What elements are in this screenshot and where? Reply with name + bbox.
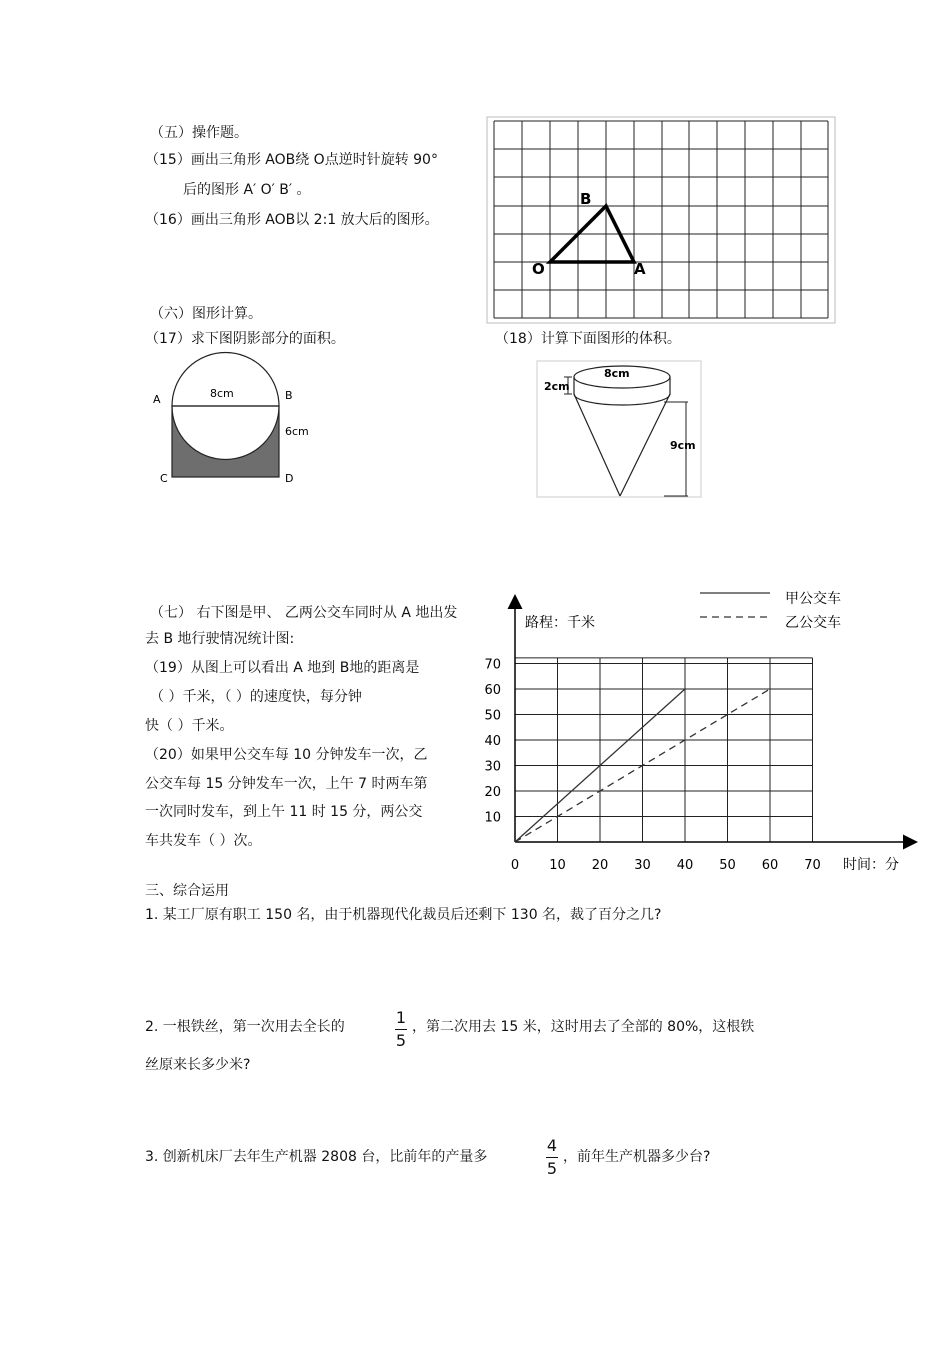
label-cone-height: 9cm (670, 439, 696, 452)
figure-18 (536, 360, 704, 500)
y-tick-label: 10 (484, 810, 501, 826)
fraction-four-fifths (546, 1138, 558, 1177)
fraction-denominator: 5 (395, 1031, 407, 1050)
q19-line2: （ ）千米，（ ）的速度快，每分钟 (150, 689, 362, 705)
q16: （16）画出三角形 AOB以 2:1 放大后的图形。 (145, 212, 439, 228)
section3-title: 三、综合运用 (145, 883, 229, 899)
label-o: O (532, 260, 545, 278)
label-b: B (580, 190, 592, 208)
q17: （17）求下图阴影部分的面积。 (145, 331, 345, 347)
q19-line3: 快（ ）千米。 (145, 718, 234, 734)
x-tick-label: 10 (549, 858, 566, 873)
figure-17 (148, 346, 318, 486)
y-tick-label: 40 (484, 734, 501, 749)
legend-label: 甲公交车 (785, 591, 841, 607)
fraction-one-fifth (395, 1010, 407, 1049)
q19-line1: （19）从图上可以看出 A 地到 B地的距离是 (145, 660, 420, 676)
q15-line1: （15）画出三角形 AOB绕 O点逆时针旋转 90° (145, 152, 438, 168)
y-axis-label: 路程：千米 (525, 615, 595, 631)
q20-line3: 一次同时发车，到上午 11 时 15 分，两公交 (145, 804, 423, 820)
label-B: B (285, 389, 293, 402)
problem-3-part-b: ，前年生产机器多少台? (563, 1149, 711, 1165)
section5-title: （五）操作题。 (150, 125, 248, 141)
y-tick-label: 60 (484, 683, 501, 698)
fraction-numerator: 1 (395, 1008, 407, 1027)
label-D: D (285, 472, 294, 485)
problem-2-part-c: 丝原来长多少米? (145, 1057, 251, 1073)
x-tick-label: 70 (804, 858, 821, 873)
problem-3-part-a: 3. 创新机床厂去年生产机器 2808 台，比前年的产量多 (145, 1149, 488, 1165)
x-tick-label: 30 (634, 858, 651, 873)
q20-line1: （20）如果甲公交车每 10 分钟发车一次，乙 (145, 747, 428, 763)
q20-line2: 公交车每 15 分钟发车一次，上午 7 时两车第 (145, 776, 428, 792)
label-cyl-height: 2cm (544, 380, 570, 393)
section7-intro-1: （七） 右下图是甲、 乙两公交车同时从 A 地出发 (150, 605, 458, 621)
fraction-denominator: 5 (546, 1159, 558, 1178)
y-tick-label: 20 (484, 785, 501, 800)
y-tick-label: 70 (484, 657, 501, 673)
q15-line2: 后的图形 A′ O′ B′ 。 (183, 182, 311, 198)
fraction-numerator: 4 (546, 1136, 558, 1155)
problem-2-part-b: ，第二次用去 15 米，这时用去了全部的 80%，这根铁 (412, 1019, 755, 1035)
legend-label: 乙公交车 (785, 615, 841, 631)
label-6cm: 6cm (285, 425, 309, 438)
label-C: C (160, 472, 168, 485)
x-axis-label: 时间：分 (843, 857, 899, 873)
label-8cm: 8cm (210, 387, 234, 400)
y-tick-label: 30 (484, 759, 501, 775)
x-tick-label: 40 (676, 858, 694, 873)
x-tick-label: 20 (591, 858, 609, 873)
bus-distance-chart (470, 585, 920, 885)
q20-line4: 车共发车（ ）次。 (145, 833, 262, 849)
x-tick-label: 60 (761, 858, 779, 873)
q18: （18）计算下面图形的体积。 (495, 331, 681, 347)
y-tick-label: 50 (484, 708, 501, 724)
label-diameter: 8cm (604, 367, 630, 380)
problem-1: 1. 某工厂原有职工 150 名，由于机器现代化裁员后还剩下 130 名，裁了百分之几? (145, 907, 662, 923)
x-tick-label: 50 (719, 858, 736, 873)
label-a: A (634, 260, 646, 278)
triangle-grid (486, 116, 838, 326)
x-tick-label: 0 (510, 858, 520, 873)
section6-title: （六）图形计算。 (150, 306, 262, 322)
label-A: A (153, 393, 161, 406)
section7-intro-2: 去 B 地行驶情况统计图: (145, 631, 295, 647)
problem-2-part-a: 2. 一根铁丝，第一次用去全长的 (145, 1019, 345, 1035)
